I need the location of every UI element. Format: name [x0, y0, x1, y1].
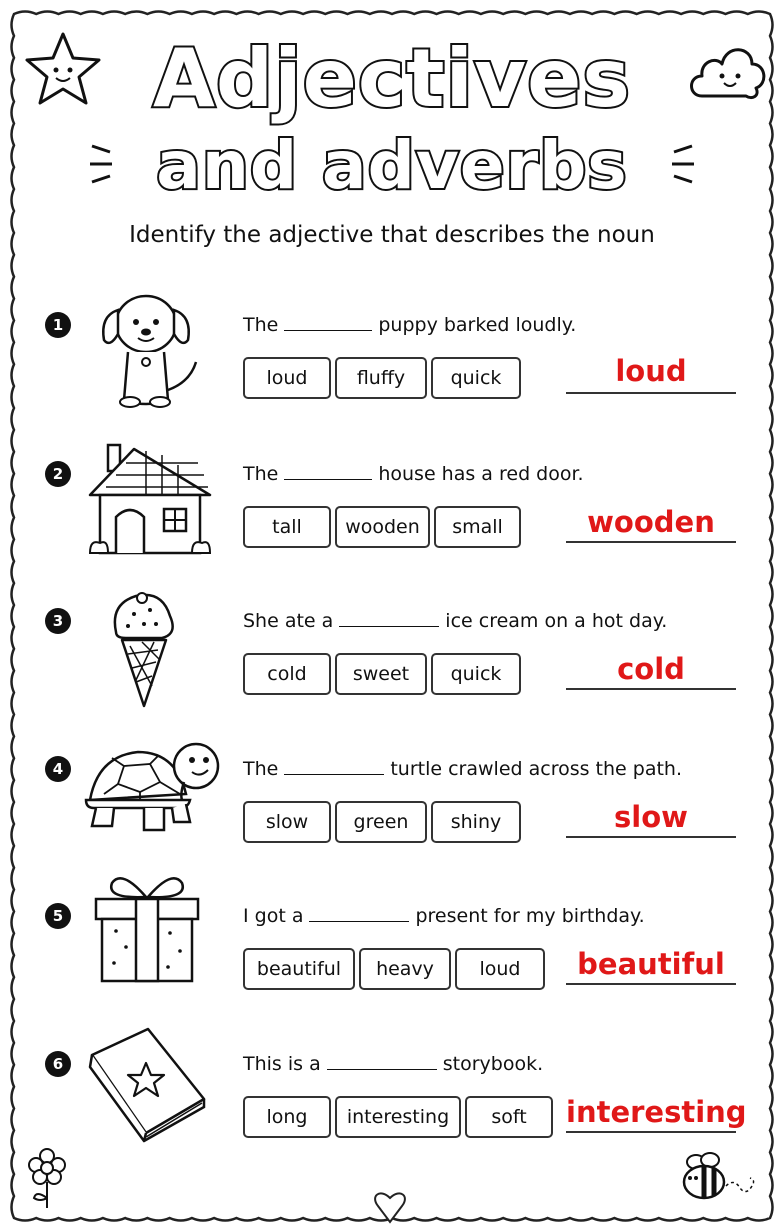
- option-button[interactable]: quick: [431, 653, 521, 695]
- answer-text: slow: [614, 800, 688, 834]
- question-number: 2: [45, 461, 71, 487]
- sentence-end: present for my birthday.: [415, 905, 645, 927]
- question-5: [0, 891, 784, 1041]
- question-1: [0, 300, 784, 450]
- option-button[interactable]: beautiful: [243, 948, 355, 990]
- title-line-2: and adverbs: [156, 127, 628, 204]
- heart-icon: [375, 1193, 405, 1222]
- instruction-text: Identify the adjective that describes the noun: [129, 222, 655, 248]
- house-icon: [86, 443, 214, 559]
- sentence-start: The: [243, 463, 279, 485]
- fill-blank[interactable]: [339, 612, 439, 627]
- option-button[interactable]: wooden: [335, 506, 430, 548]
- question-number: 1: [45, 312, 71, 338]
- gift-icon: [92, 869, 202, 985]
- cloud-icon: [686, 34, 770, 104]
- answer-line: [566, 392, 736, 394]
- sentence-start: This is a: [243, 1053, 321, 1075]
- option-button[interactable]: shiny: [431, 801, 521, 843]
- sentence: [243, 610, 667, 632]
- option-button[interactable]: sweet: [335, 653, 427, 695]
- question-6: [0, 1039, 784, 1189]
- question-number: 5: [45, 903, 71, 929]
- option-button[interactable]: tall: [243, 506, 331, 548]
- option-button[interactable]: long: [243, 1096, 331, 1138]
- sentence-start: The: [243, 758, 279, 780]
- option-button[interactable]: slow: [243, 801, 331, 843]
- puppy-icon: [94, 282, 206, 420]
- sentence-start: She ate a: [243, 610, 334, 632]
- ice-cream-icon: [106, 588, 182, 716]
- sentence-end: house has a red door.: [378, 463, 584, 485]
- fill-blank[interactable]: [284, 316, 372, 331]
- sparkle-right-icon: [660, 134, 700, 194]
- question-3: [0, 596, 784, 746]
- option-button[interactable]: soft: [465, 1096, 553, 1138]
- sparkle-left-icon: [84, 134, 124, 194]
- sentence: [243, 463, 584, 485]
- question-number: 3: [45, 608, 71, 634]
- answer-line: [566, 1131, 736, 1133]
- option-button[interactable]: interesting: [335, 1096, 461, 1138]
- sentence-start: I got a: [243, 905, 304, 927]
- answer-line: [566, 688, 736, 690]
- answer-line: [566, 541, 736, 543]
- fill-blank[interactable]: [327, 1055, 437, 1070]
- option-button[interactable]: small: [434, 506, 521, 548]
- turtle-icon: [84, 738, 224, 838]
- sentence-end: turtle crawled across the path.: [390, 758, 683, 780]
- option-button[interactable]: heavy: [359, 948, 451, 990]
- answer-line: [566, 836, 736, 838]
- title-line-1: Adjectives: [153, 32, 631, 125]
- fill-blank[interactable]: [284, 760, 384, 775]
- answer-text: beautiful: [577, 947, 725, 981]
- sentence: [243, 1053, 543, 1075]
- answer-text: wooden: [587, 505, 715, 539]
- answer-line: [566, 983, 736, 985]
- sentence: [243, 314, 576, 336]
- question-number: 6: [45, 1051, 71, 1077]
- option-button[interactable]: quick: [431, 357, 521, 399]
- answer-text: cold: [617, 652, 685, 686]
- sentence: [243, 758, 682, 780]
- option-button[interactable]: cold: [243, 653, 331, 695]
- book-icon: [88, 1025, 208, 1143]
- option-button[interactable]: fluffy: [335, 357, 427, 399]
- question-2: [0, 449, 784, 599]
- sentence-start: The: [243, 314, 279, 336]
- star-icon: [22, 30, 104, 108]
- option-button[interactable]: loud: [455, 948, 545, 990]
- sentence-end: puppy barked loudly.: [378, 314, 577, 336]
- sentence: [243, 905, 645, 927]
- answer-text: loud: [615, 354, 687, 388]
- option-button[interactable]: green: [335, 801, 427, 843]
- sentence-end: storybook.: [442, 1053, 544, 1075]
- fill-blank[interactable]: [309, 907, 409, 922]
- option-button[interactable]: loud: [243, 357, 331, 399]
- fill-blank[interactable]: [284, 465, 372, 480]
- sentence-end: ice cream on a hot day.: [445, 610, 668, 632]
- answer-text: interesting: [566, 1095, 747, 1129]
- question-number: 4: [45, 756, 71, 782]
